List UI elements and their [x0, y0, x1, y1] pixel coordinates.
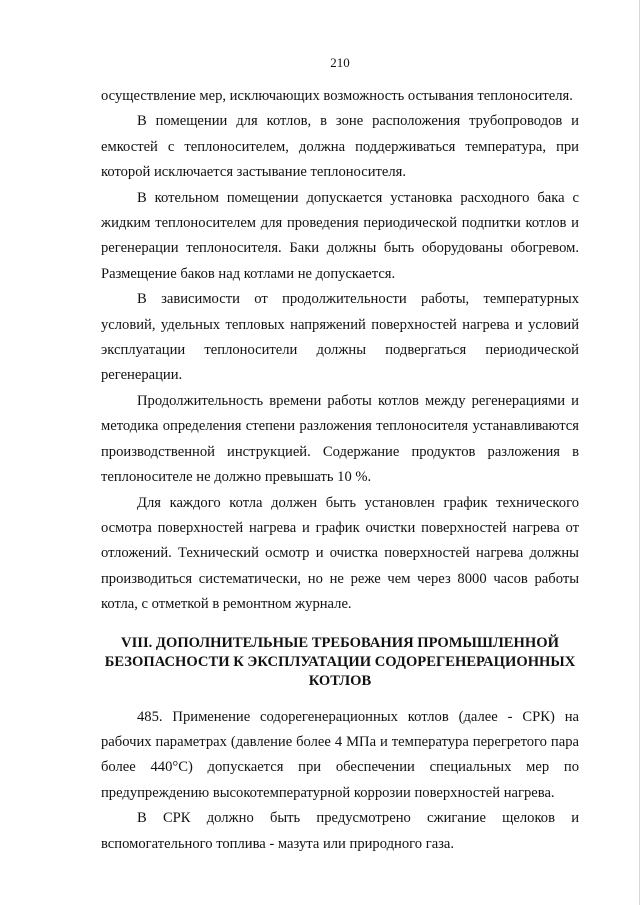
page-number: 210 — [330, 55, 350, 70]
paragraph: Для каждого котла должен быть установлен график технического осмотра поверхностей нагрева и график очистки поверхностей нагрева от отложений. Технический осмотр и очистка поверхностей нагрева должны производиться систематически, но не реже чем через 8000 часов работы котла, с отметкой в ремонтном журнале. — [101, 494, 579, 613]
paragraph-continuation: осуществление мер, исключающих возможность остывания теплоносителя. — [101, 88, 573, 104]
paragraph: В котельном помещении допускается установка расходного бака с жидким теплоносителем для проведения периодической подпитки котлов и регенерации теплоносителя. Баки должны быть оборудованы обогревом. Размещение баков над котлами не допускается. — [101, 189, 579, 282]
paragraph: В помещении для котлов, в зоне расположения трубопроводов и емкостей с теплоносителем, должна поддерживаться температура, при которой исключается застывание теплоносителя. — [101, 113, 579, 181]
paragraph: Продолжительность времени работы котлов между регенерациями и методика определения степени разложения теплоносителя устанавливаются производственной инструкцией. Содержание продуктов разложения в теплоносителе не должно превышать 10 %. — [101, 392, 579, 486]
paragraph: В СРК должно быть предусмотрено сжигание щелоков и вспомогательного топлива - мазута или природного газа. — [101, 810, 579, 852]
paragraph: В зависимости от продолжительности работы, температурных условий, удельных тепловых напряжений поверхностей нагрева и условий эксплуатации теплоносители должны подвергаться периодической регенерации. — [101, 291, 579, 384]
paragraph-numbered: 485. Применение содорегенерационных котлов (далее - СРК) на рабочих параметрах (давление более 4 МПа и температура перегретого пара более 440°С) допускается при обеспечении специальных мер по предупреждению высокотемпературной коррозии поверхностей нагрева. — [101, 708, 579, 801]
page-content — [101, 84, 579, 857]
section-heading: VIII. ДОПОЛНИТЕЛЬНЫЕ ТРЕБОВАНИЯ ПРОМЫШЛЕННОЙ БЕЗОПАСНОСТИ К ЭКСПЛУАТАЦИИ СОДОРЕГЕНЕРАЦИОННЫХ КОТЛОВ — [104, 634, 576, 689]
